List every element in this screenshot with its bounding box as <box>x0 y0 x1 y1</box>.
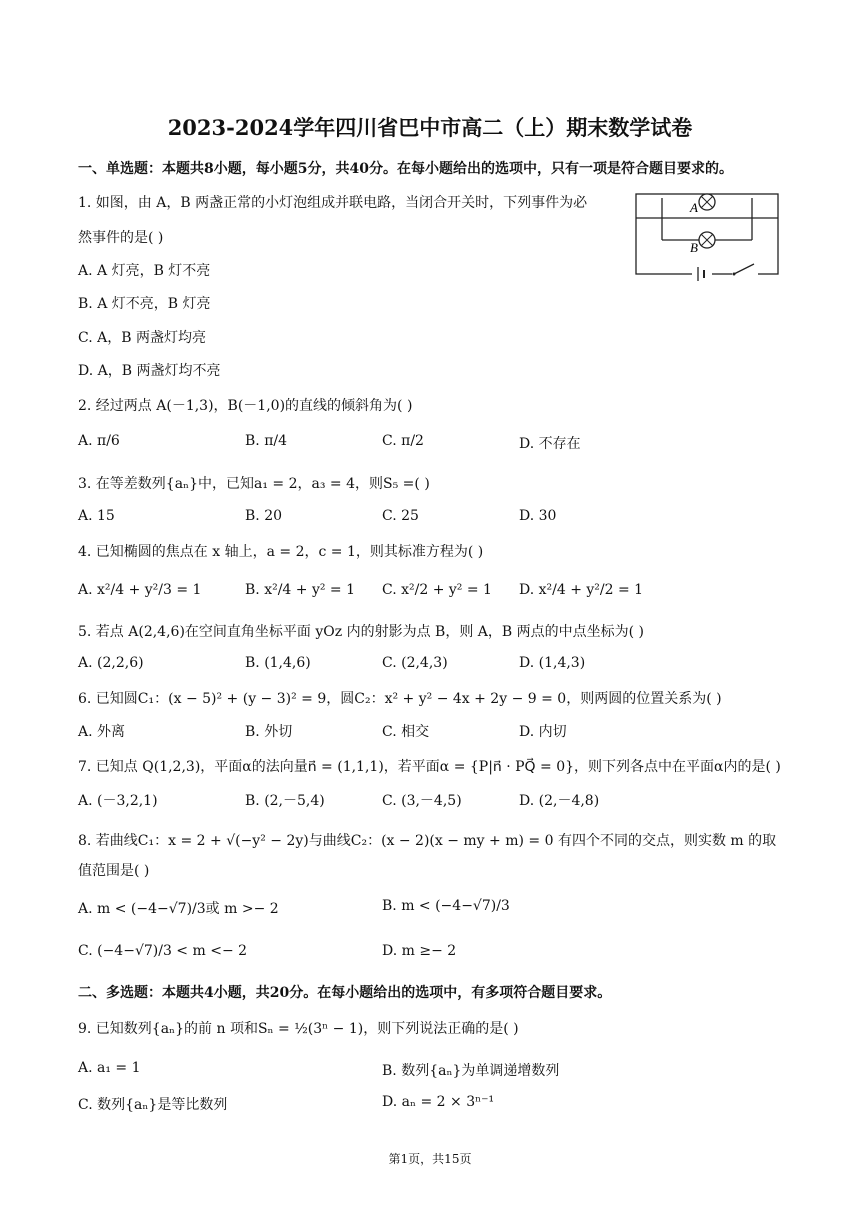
lamp-a-label: A <box>690 200 698 215</box>
question-4-option-c: C. x²/2 + y² = 1 <box>382 582 492 598</box>
question-8-option-c: C. (−4−√7)/3 < m <− 2 <box>78 943 248 959</box>
question-1-option-c: C. A，B 两盏灯均亮 <box>78 330 206 346</box>
question-5-option-c: C. (2,4,3) <box>382 655 448 671</box>
question-8-stem-line2: 值范围是( ) <box>78 863 150 879</box>
question-3-option-d: D. 30 <box>519 508 557 524</box>
lamp-b-label: B <box>690 240 698 255</box>
question-3-stem: 3. 在等差数列{aₙ}中，已知a₁ = 2，a₃ = 4，则S₅ =( ) <box>78 476 430 492</box>
question-8-option-a: A. m < (−4−√7)/3或 m >− 2 <box>78 901 279 917</box>
page-footer: 第1页，共15页 <box>388 1152 472 1166</box>
question-9-option-a: A. a₁ = 1 <box>78 1060 141 1076</box>
question-2-option-c: C. π/2 <box>382 433 424 449</box>
question-4-option-d: D. x²/4 + y²/2 = 1 <box>519 582 644 598</box>
question-4-option-a: A. x²/4 + y²/3 = 1 <box>78 582 202 598</box>
question-2-option-d: D. 不存在 <box>519 436 581 452</box>
section-heading-single-choice: 一、单选题：本题共8小题，每小题5分，共40分。在每小题给出的选项中，只有一项是符合题目要求的。 <box>78 161 733 177</box>
question-5-option-d: D. (1,4,3) <box>519 655 586 671</box>
question-1-stem-line1: 1. 如图，由 A，B 两盏正常的小灯泡组成并联电路，当闭合开关时，下列事件为必 <box>78 195 588 211</box>
question-2-option-b: B. π/4 <box>245 433 288 449</box>
question-9-stem: 9. 已知数列{aₙ}的前 n 项和Sₙ = ½(3ⁿ − 1)，则下列说法正确的是( ) <box>78 1021 519 1037</box>
lamp-a-icon <box>699 194 715 210</box>
question-6-option-a: A. 外离 <box>78 724 126 740</box>
question-4-option-b: B. x²/4 + y² = 1 <box>245 582 356 598</box>
question-7-option-c: C. (3,－4,5) <box>382 793 462 809</box>
question-3-option-c: C. 25 <box>382 508 419 524</box>
question-6-stem: 6. 已知圆C₁：(x − 5)² + (y − 3)² = 9，圆C₂：x² + y² − 4x + 2y − 9 = 0，则两圆的位置关系为( ) <box>78 691 722 707</box>
question-3-option-b: B. 20 <box>245 508 283 524</box>
question-2-option-a: A. π/6 <box>78 433 120 449</box>
question-6-option-b: B. 外切 <box>245 724 293 740</box>
lamp-b-icon <box>699 232 715 248</box>
question-7-option-b: B. (2,－5,4) <box>245 793 325 809</box>
question-1-option-b: B. A 灯不亮，B 灯亮 <box>78 296 211 312</box>
question-7-stem: 7. 已知点 Q(1,2,3)，平面α的法向量n⃗ = (1,1,1)，若平面α = {P|n⃗ · PQ⃗ = 0}，则下列各点中在平面α内的是( ) <box>78 759 781 775</box>
question-2-stem: 2. 经过两点 A(－1,3)，B(－1,0)的直线的倾斜角为( ) <box>78 398 413 414</box>
question-7-option-d: D. (2,－4,8) <box>519 793 600 809</box>
question-1-stem-line2: 然事件的是( ) <box>78 230 164 246</box>
page-title: 2023-2024学年四川省巴中市高二（上）期末数学试卷 <box>167 115 693 140</box>
question-8-stem-line1: 8. 若曲线C₁：x = 2 + √(−y² − 2y)与曲线C₂：(x − 2)(x − my + m) = 0 有四个不同的交点，则实数 m 的取 <box>78 833 777 849</box>
question-7-option-a: A. (－3,2,1) <box>78 793 158 809</box>
question-9-option-d: D. aₙ = 2 × 3ⁿ⁻¹ <box>382 1094 495 1110</box>
question-5-stem: 5. 若点 A(2,4,6)在空间直角坐标平面 yOz 内的射影为点 B，则 A，B 两点的中点坐标为( ) <box>78 624 644 640</box>
question-8-option-b: B. m < (−4−√7)/3 <box>382 898 510 914</box>
question-9-option-c: C. 数列{aₙ}是等比数列 <box>78 1097 228 1113</box>
question-5-option-b: B. (1,4,6) <box>245 655 311 671</box>
parallel-circuit-figure <box>632 190 782 282</box>
question-5-option-a: A. (2,2,6) <box>78 655 144 671</box>
question-6-option-c: C. 相交 <box>382 724 430 740</box>
question-9-option-b: B. 数列{aₙ}为单调递增数列 <box>382 1063 560 1079</box>
question-1-option-d: D. A，B 两盏灯均不亮 <box>78 363 221 379</box>
section-heading-multi-choice: 二、多选题：本题共4小题，共20分。在每小题给出的选项中，有多项符合题目要求。 <box>78 985 612 1001</box>
question-6-option-d: D. 内切 <box>519 724 567 740</box>
question-4-stem: 4. 已知椭圆的焦点在 x 轴上，a = 2，c = 1，则其标准方程为( ) <box>78 544 484 560</box>
question-3-option-a: A. 15 <box>78 508 115 524</box>
question-8-option-d: D. m ≥− 2 <box>382 943 457 959</box>
question-1-option-a: A. A 灯亮，B 灯不亮 <box>78 263 211 279</box>
